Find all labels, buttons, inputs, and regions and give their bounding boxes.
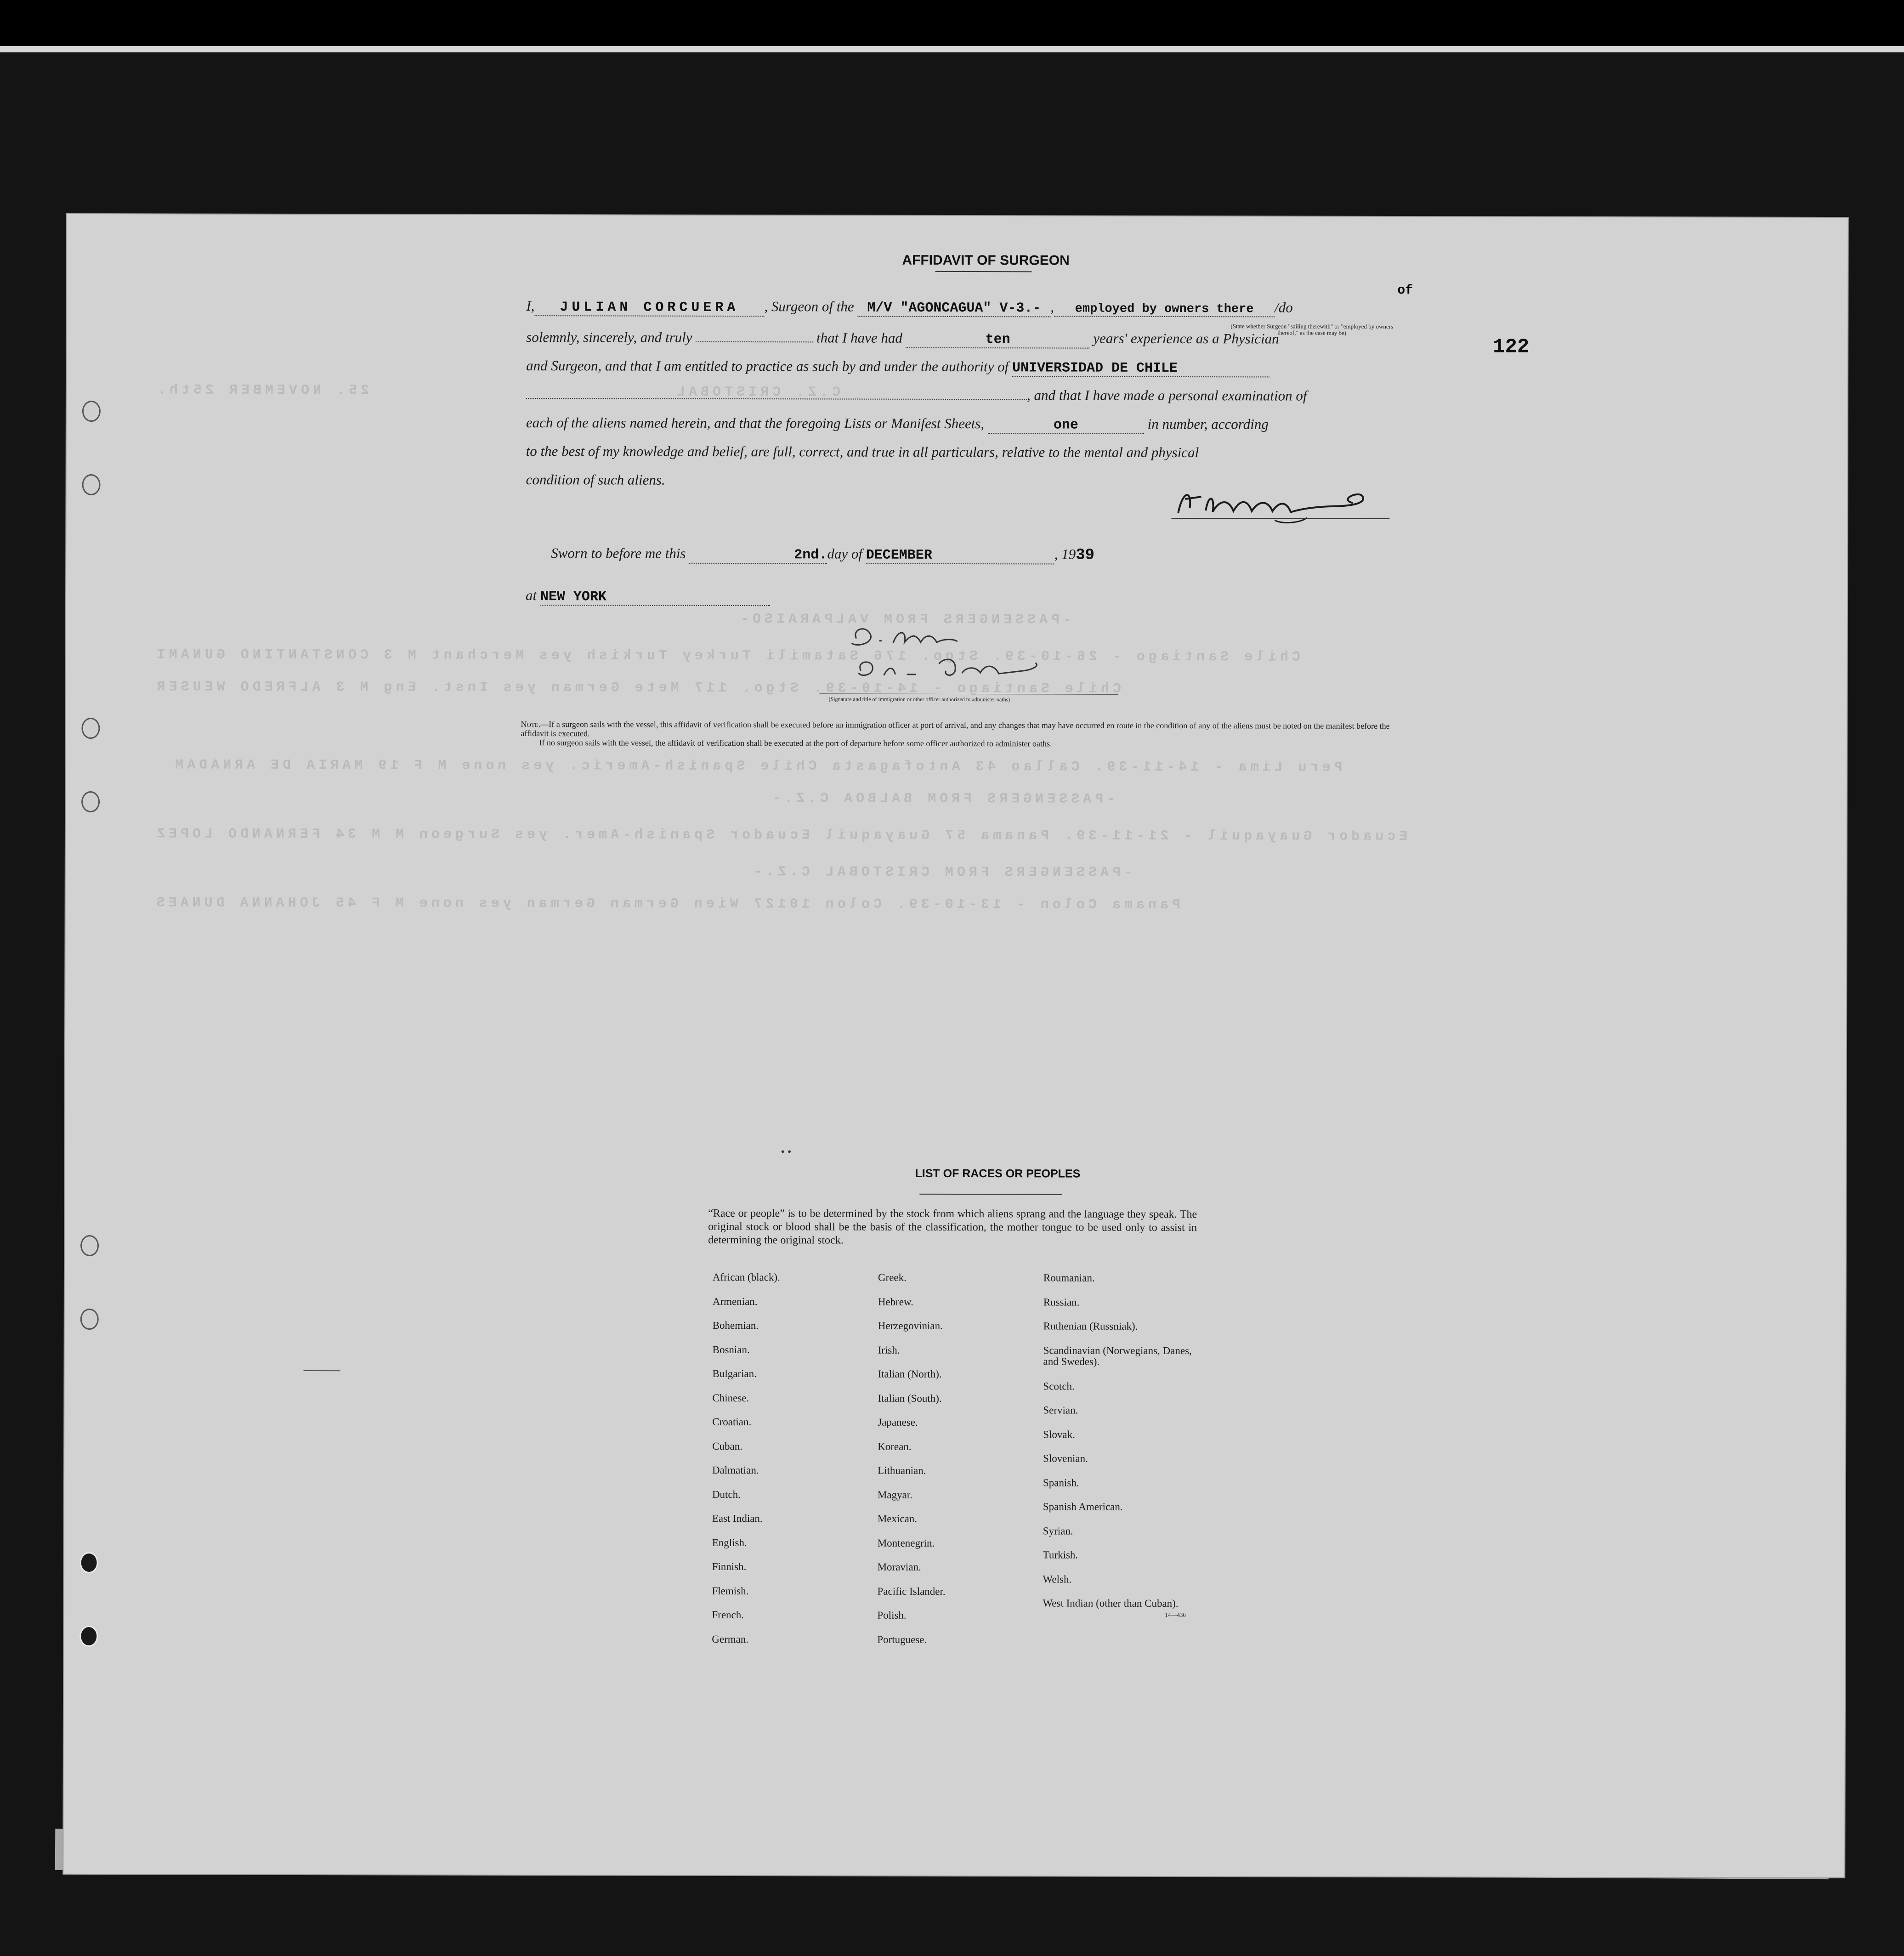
race-item: Montenegrin. — [877, 1537, 935, 1549]
margin-mark — [304, 1370, 340, 1371]
race-item: Russian. — [1043, 1296, 1080, 1308]
race-item: German. — [712, 1633, 749, 1645]
licensing-authority: UNIVERSIDAD DE CHILE — [1012, 360, 1269, 377]
line2-text-c: years' experience as a Physician — [1093, 330, 1279, 347]
race-item: French. — [712, 1609, 744, 1621]
punch-hole — [79, 1626, 98, 1647]
race-item: Welsh. — [1043, 1573, 1072, 1585]
at-line — [526, 587, 1412, 617]
line5-text-b: in number, according — [1147, 415, 1269, 432]
sworn-place: NEW YORK — [540, 589, 770, 606]
punch-hole — [82, 474, 101, 495]
race-item: Spanish. — [1043, 1476, 1079, 1489]
bleed-through-text: Ecuador Guayaquil - 21-11-39. Panama 57 Guayaquil Ecuador Spanish-Amer. yes Surgeon M M 34 FERNANDO LOPEZ — [153, 826, 1408, 845]
sworn-line — [551, 545, 1438, 574]
race-item: Mexican. — [877, 1513, 918, 1525]
film-top-band — [0, 0, 1904, 46]
race-item: Roumanian. — [1043, 1272, 1095, 1284]
race-item: Chinese. — [712, 1392, 749, 1404]
race-item: English. — [712, 1536, 747, 1548]
affidavit-line-3 — [526, 357, 1413, 387]
blank-fill — [696, 341, 813, 343]
bleed-through-text: Chile Santiago - 26-10-39. Stgo. 176 Satamili Turkey Turkish yes Merchant M 3 CONSTANTINO GUNAMI — [153, 647, 1301, 665]
line2-text-a: solemnly, sincerely, and truly — [526, 329, 692, 346]
race-item: Italian (South). — [878, 1392, 942, 1404]
race-item: Scotch. — [1043, 1380, 1075, 1392]
line3-text-a: and Surgeon, and that I am entitled to practice as such by and under the authority of — [526, 357, 1009, 375]
punch-hole — [81, 718, 100, 739]
line1-text-b: , — [1050, 299, 1054, 315]
line4-text-a: , and that I have made a personal examination of — [1026, 387, 1307, 404]
film-top-strip — [0, 46, 1904, 52]
race-item: Ruthenian (Russniak). — [1043, 1320, 1138, 1332]
race-item: Slovak. — [1043, 1428, 1075, 1440]
vessel-name: M/V "AGONCAGUA" V-3.- — [857, 300, 1050, 317]
bleed-through-text: Panama Colon - 13-10-39. Colon 10127 Wien German German yes none M F 45 JOHANNA DUNAES — [153, 895, 1180, 913]
race-item: Herzegovinian. — [878, 1320, 943, 1332]
line1-prefix: I, — [526, 298, 535, 314]
race-item: Bosnian. — [712, 1344, 750, 1355]
bleed-through-text: -PASSENGERS FROM VALPARAISO- — [737, 612, 1072, 628]
race-item: Bohemian. — [712, 1319, 759, 1332]
sworn-text-a: Sworn to before me this — [551, 545, 686, 561]
races-title-underline — [919, 1194, 1062, 1195]
form-code: 14—436 — [1165, 1611, 1186, 1619]
sworn-text-b: day of — [827, 545, 862, 562]
sworn-year: 39 — [1076, 546, 1095, 564]
race-item: Turkish. — [1043, 1549, 1078, 1561]
punch-hole — [80, 1309, 99, 1330]
bleed-through-text: 25. NOVEMBER 25th. — [153, 382, 369, 399]
affidavit-note — [521, 720, 1412, 749]
affidavit-line-6: to the best of my knowledge and belief, are full, correct, and true in all particulars, relative to the mental and physical — [526, 443, 1199, 461]
race-item: East Indian. — [712, 1512, 763, 1525]
race-item: Spanish American. — [1043, 1501, 1123, 1513]
line2-text-b: that I have had — [816, 329, 902, 346]
note-text-2: If no surgeon sails with the vessel, the affidavit of verification shall be executed at the port of departure before some officer authorized to administer oaths. — [539, 738, 1052, 748]
bleed-through-text: -PASSENGERS FROM BALBOA C.Z.- — [769, 791, 1116, 807]
bleed-through-text: Peru Lima - 14-11-39. Callao 43 Antofagasta Chile Spanish-Americ. yes none M F 19 MARIA DE ARNADAM — [171, 757, 1343, 776]
race-item: Dutch. — [712, 1488, 741, 1500]
races-intro: “Race or people” is to be determined by the stock from which aliens sprang and the language they speak. The original stock or blood shall be the basis of the classification, the mother tongue to be used only to assist in determining the original stock. — [708, 1207, 1197, 1247]
line1-text-c: /do — [1275, 299, 1293, 316]
race-item: Japanese. — [878, 1416, 918, 1428]
race-item: Portuguese. — [877, 1633, 927, 1645]
affidavit-line-5 — [526, 414, 1413, 444]
affidavit-line-7: condition of such aliens. — [526, 471, 665, 488]
race-item: Servian. — [1043, 1404, 1078, 1416]
employment-instruction: (State whether Surgeon "sailing therewith" or "employed by owners thereof," as the case may be) — [1230, 323, 1394, 336]
manifest-count: one — [988, 417, 1144, 434]
page-number: 122 — [1493, 335, 1530, 359]
race-item: Italian (North). — [878, 1368, 942, 1380]
race-item: Korean. — [878, 1440, 912, 1452]
bleed-through-text: Chile Santiago - 14-10-39. Stgo. 117 Mete German yes Inst. Eng M 3 ALFREDO WEUSER — [153, 679, 1121, 697]
affidavit-line-4 — [526, 386, 1413, 415]
sworn-month: DECEMBER — [866, 548, 1054, 565]
race-item: Irish. — [878, 1344, 900, 1356]
races-column-1 — [712, 1265, 869, 1652]
punch-hole — [81, 791, 100, 812]
race-item: Hebrew. — [878, 1296, 913, 1308]
sworn-text-c: , 19 — [1054, 546, 1076, 562]
race-item: Syrian. — [1043, 1525, 1073, 1537]
race-item: Croatian. — [712, 1416, 752, 1428]
punch-hole — [80, 1552, 98, 1573]
race-item: Slovenian. — [1043, 1452, 1088, 1464]
races-column-3 — [1043, 1266, 1195, 1616]
of-word: of — [1397, 283, 1413, 298]
race-item: Scandinavian (Norwegians, Danes, and Swedes). — [1043, 1344, 1192, 1367]
officer-signature — [838, 620, 1173, 699]
blank-fill — [526, 398, 1027, 400]
punch-hole — [80, 1235, 99, 1256]
race-item: Flemish. — [712, 1585, 749, 1597]
surgeon-signature — [1164, 481, 1422, 532]
race-item: Magyar. — [877, 1489, 912, 1501]
bleed-through-text: C.Z. CRISTOBAL — [673, 384, 841, 401]
note-text-1: —If a surgeon sails with the vessel, this affidavit of verification shall be executed before an immigration officer at port of arrival, and any changes that may have occurred en route in the condition of any of the aliens must be noted on the manifest before the affidavit is executed. — [521, 720, 1390, 738]
line1-text-a: , Surgeon of the — [764, 298, 854, 315]
punch-hole — [82, 401, 101, 422]
race-item: Dalmatian. — [712, 1464, 759, 1476]
affidavit-line-2 — [526, 329, 1413, 358]
race-item: West Indian (other than Cuban). — [1043, 1597, 1179, 1610]
employment-status: employed by owners there — [1054, 302, 1275, 317]
race-item: African (black). — [712, 1271, 780, 1283]
race-item: Moravian. — [877, 1561, 921, 1573]
years-experience: ten — [906, 332, 1090, 349]
note-label: Note. — [521, 720, 541, 729]
affidavit-title: AFFIDAVIT OF SURGEON — [902, 252, 1070, 268]
races-column-2 — [877, 1266, 1034, 1652]
races-title: LIST OF RACES OR PEOPLES — [915, 1167, 1081, 1180]
stray-dots: •• — [781, 1146, 794, 1158]
race-item: Pacific Islander. — [877, 1585, 946, 1597]
title-underline — [935, 271, 1032, 272]
line5-text-a: each of the aliens named herein, and that the foregoing Lists or Manifest Sheets, — [526, 414, 985, 432]
race-item: Polish. — [877, 1609, 907, 1621]
document-page — [63, 214, 1848, 1877]
officer-caption: (Signature and title of immigration or other officer authorized to administer oaths) — [828, 696, 1010, 703]
race-item: Lithuanian. — [878, 1464, 926, 1476]
bleed-through-text: -PASSENGERS FROM CRISTOBAL C.Z.- — [750, 864, 1133, 881]
race-item: Armenian. — [712, 1295, 758, 1307]
sworn-day: 2nd. — [689, 547, 827, 564]
race-item: Cuban. — [712, 1440, 743, 1452]
race-item: Bulgarian. — [712, 1367, 757, 1380]
surgeon-name: JULIAN CORCUERA — [534, 300, 764, 317]
race-item: Greek. — [878, 1271, 907, 1283]
at-label: at — [526, 587, 537, 604]
race-item: Finnish. — [712, 1560, 747, 1573]
